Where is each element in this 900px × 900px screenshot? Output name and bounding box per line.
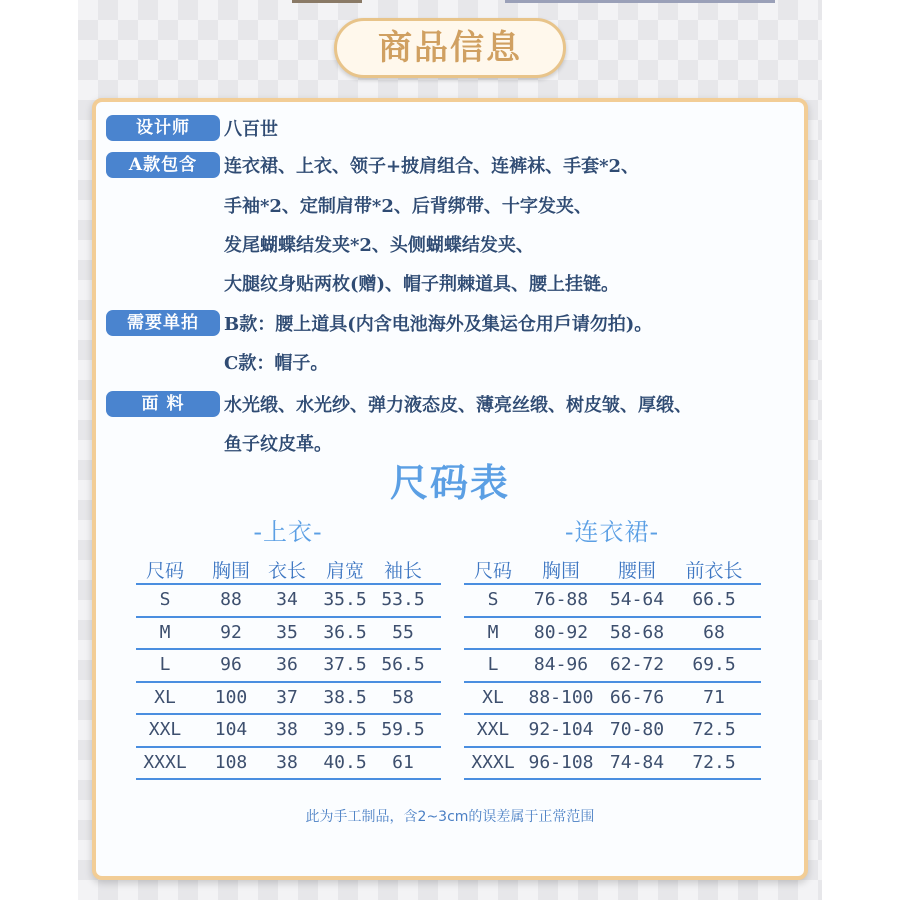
table-header-cell: 尺码: [473, 560, 512, 582]
table-cell: XXXL: [471, 752, 515, 773]
table-cell: S: [487, 589, 499, 610]
top-image-edge: [505, 0, 775, 3]
table-cell: XL: [154, 687, 176, 708]
table-cell: 80-92: [533, 622, 589, 643]
tag-fabric: 面 料: [106, 391, 220, 417]
top-table-title: -上衣-: [253, 518, 323, 546]
table-cell: 72.5: [692, 752, 736, 773]
table-cell: 62-72: [609, 654, 665, 675]
table-cell: 76-88: [533, 589, 589, 610]
table-rule: [464, 681, 761, 683]
table-header-cell: 袖长: [383, 560, 422, 582]
table-cell: 70-80: [609, 719, 665, 740]
table-rule: [136, 746, 441, 748]
table-cell: M: [159, 622, 171, 643]
table-cell: 61: [392, 752, 414, 773]
table-cell: 36: [276, 654, 298, 675]
table-cell: 92-104: [528, 719, 594, 740]
table-cell: 38: [276, 719, 298, 740]
table-cell: 39.5: [323, 719, 367, 740]
table-rule: [464, 746, 761, 748]
package-a-line: 发尾蝴蝶结发夹*2、头侧蝴蝶结发夹、: [224, 235, 534, 256]
table-cell: 35: [276, 622, 298, 643]
table-cell: 34: [276, 589, 298, 610]
tag-package-a: A款包含: [106, 152, 220, 178]
table-cell: 53.5: [381, 589, 425, 610]
table-cell: 37.5: [323, 654, 367, 675]
designer-value: 八百世: [224, 119, 278, 140]
table-header-cell: 肩宽: [325, 560, 364, 582]
package-a-line: 连衣裙、上衣、领子+披肩组合、连裤袜、手套*2、: [224, 156, 640, 177]
table-cell: M: [487, 622, 499, 643]
table-cell: XL: [482, 687, 504, 708]
table-cell: 72.5: [692, 719, 736, 740]
tag-designer: 设计师: [106, 115, 220, 141]
table-cell: 56.5: [381, 654, 425, 675]
table-cell: 84-96: [533, 654, 589, 675]
table-rule: [136, 713, 441, 715]
size-chart-title: 尺码表: [389, 460, 510, 505]
table-cell: L: [487, 654, 499, 675]
table-rule: [136, 583, 441, 585]
table-rule: [136, 648, 441, 650]
table-rule: [464, 583, 761, 585]
table-cell: 88: [220, 589, 242, 610]
table-cell: 55: [392, 622, 414, 643]
tag-separate-order: 需要单拍: [106, 310, 220, 336]
table-cell: XXL: [148, 719, 182, 740]
table-cell: 36.5: [323, 622, 367, 643]
separate-order-line: B款：腰上道具(内含电池海外及集运仓用戶请勿拍)。: [224, 314, 653, 335]
fabric-line: 水光缎、水光纱、弹力液态皮、薄亮丝缎、树皮皱、厚缎、: [224, 395, 692, 416]
table-header-cell: 胸围: [211, 560, 250, 582]
table-cell: 38: [276, 752, 298, 773]
separate-order-line: C款：帽子。: [224, 353, 329, 374]
table-cell: 69.5: [692, 654, 736, 675]
fabric-line: 鱼子纹皮革。: [224, 434, 332, 455]
table-header-cell: 胸围: [541, 560, 580, 582]
table-header-cell: 尺码: [145, 560, 184, 582]
table-rule: [464, 713, 761, 715]
table-cell: 66.5: [692, 589, 736, 610]
table-rule: [136, 681, 441, 683]
package-a-line: 大腿纹身贴两枚(赠)、帽子荆棘道具、腰上挂链。: [224, 274, 620, 295]
table-header-cell: 前衣长: [685, 560, 743, 582]
table-cell: S: [159, 589, 171, 610]
table-cell: 59.5: [381, 719, 425, 740]
top-image-edge: [292, 0, 362, 3]
table-cell: 74-84: [609, 752, 665, 773]
table-cell: 38.5: [323, 687, 367, 708]
table-cell: XXL: [476, 719, 510, 740]
table-rule: [136, 778, 441, 780]
table-cell: 35.5: [323, 589, 367, 610]
footnote: 此为手工制品，含2~3cm的误差属于正常范围: [305, 809, 595, 825]
table-cell: 104: [214, 719, 248, 740]
table-cell: 58: [392, 687, 414, 708]
table-cell: 66-76: [609, 687, 665, 708]
table-rule: [464, 648, 761, 650]
section-title-badge: 商品信息: [334, 18, 566, 78]
table-cell: 100: [214, 687, 248, 708]
table-cell: 37: [276, 687, 298, 708]
table-cell: 96-108: [528, 752, 594, 773]
table-cell: 108: [214, 752, 248, 773]
table-rule: [136, 616, 441, 618]
table-header-cell: 衣长: [267, 560, 306, 582]
table-cell: 40.5: [323, 752, 367, 773]
table-cell: 96: [220, 654, 242, 675]
table-cell: 58-68: [609, 622, 665, 643]
table-rule: [464, 616, 761, 618]
table-cell: 68: [703, 622, 725, 643]
table-cell: 54-64: [609, 589, 665, 610]
table-cell: 71: [703, 687, 725, 708]
table-rule: [464, 778, 761, 780]
table-cell: L: [159, 654, 171, 675]
table-cell: XXXL: [143, 752, 187, 773]
dress-table-title: -连衣裙-: [564, 518, 660, 546]
table-cell: 88-100: [528, 687, 594, 708]
package-a-line: 手袖*2、定制肩带*2、后背绑带、十字发夹、: [224, 196, 592, 217]
table-header-cell: 腰围: [617, 560, 656, 582]
table-cell: 92: [220, 622, 242, 643]
